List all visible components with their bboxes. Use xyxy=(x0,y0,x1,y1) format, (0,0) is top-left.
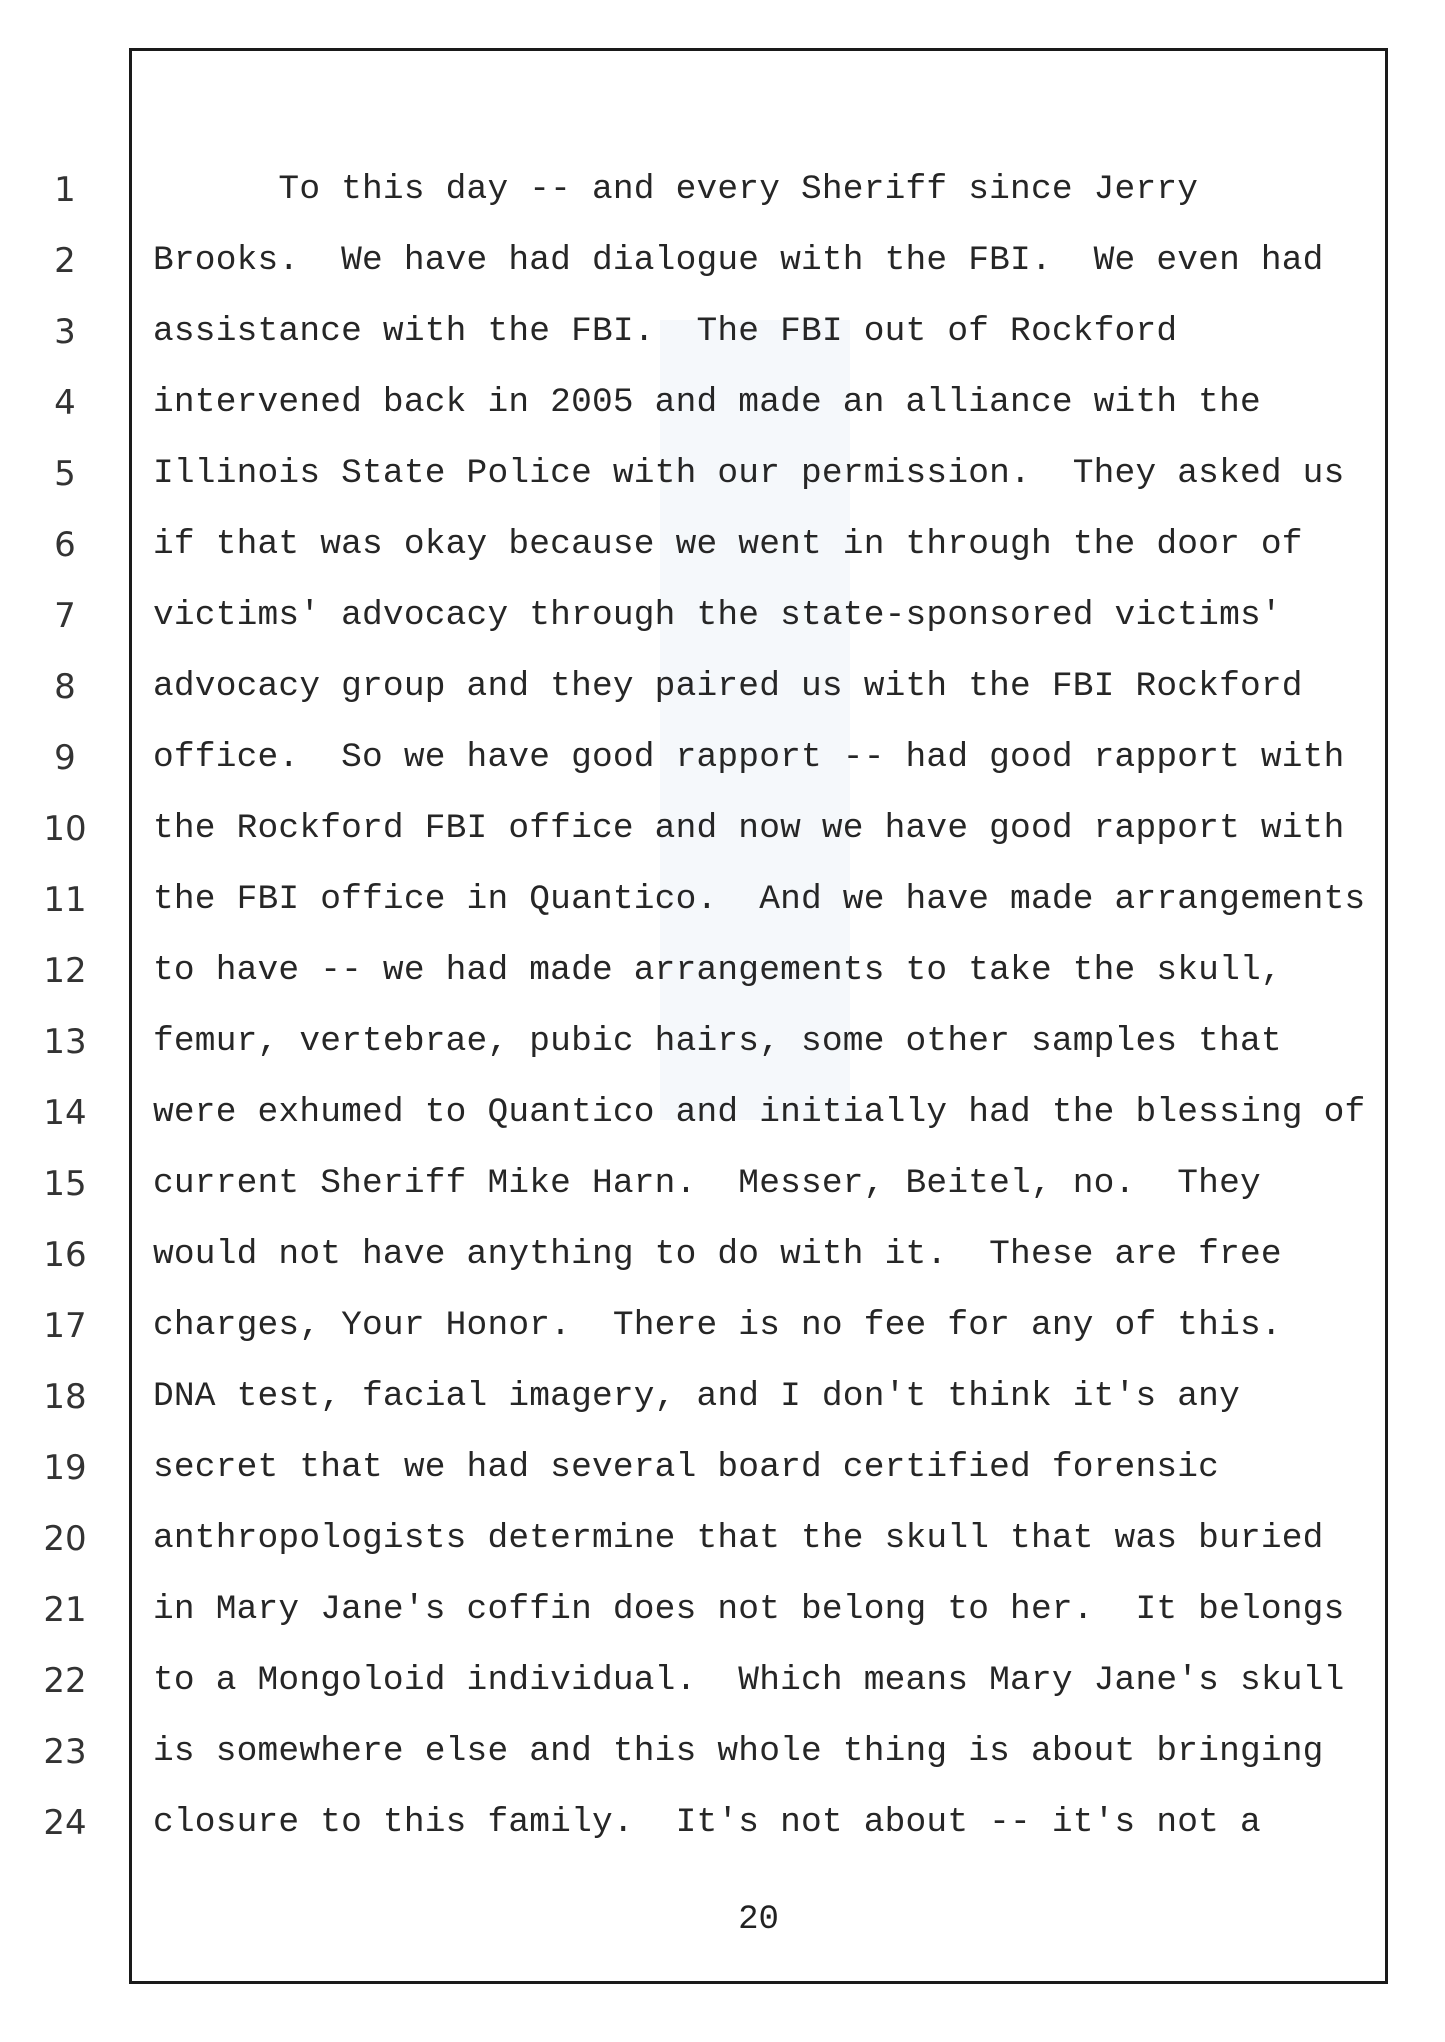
transcript-line: advocacy group and they paired us with the FBI Rockford xyxy=(153,667,1303,706)
transcript-line: victims' advocacy through the state-sponsored victims' xyxy=(153,596,1282,635)
transcript-line: in Mary Jane's coffin does not belong to her. It belongs xyxy=(153,1590,1345,1629)
transcript-line: would not have anything to do with it. These are free xyxy=(153,1235,1282,1274)
transcript-line: closure to this family. It's not about -- it's not a xyxy=(153,1803,1261,1842)
transcript-line: current Sheriff Mike Harn. Messer, Beitel, no. They xyxy=(153,1164,1261,1203)
line-number-column xyxy=(0,0,129,2042)
transcript-line: the Rockford FBI office and now we have good rapport with xyxy=(153,809,1345,848)
line-number: 14 xyxy=(43,1093,87,1133)
transcript-line: if that was okay because we went in through the door of xyxy=(153,525,1303,564)
line-number: 23 xyxy=(43,1732,87,1772)
transcript-line: to have -- we had made arrangements to take the skull, xyxy=(153,951,1282,990)
line-number: 16 xyxy=(43,1235,87,1275)
line-number: 13 xyxy=(43,1022,87,1062)
transcript-body xyxy=(153,0,1378,2042)
transcript-line: is somewhere else and this whole thing is about bringing xyxy=(153,1732,1324,1771)
line-number: 24 xyxy=(43,1803,87,1843)
transcript-line: secret that we had several board certified forensic xyxy=(153,1448,1220,1487)
line-number: 12 xyxy=(43,951,87,991)
transcript-line: office. So we have good rapport -- had good rapport with xyxy=(153,738,1345,777)
page-number: 20 xyxy=(738,1901,779,1939)
line-number: 7 xyxy=(54,596,76,636)
line-number: 11 xyxy=(43,880,87,920)
transcript-line: Brooks. We have had dialogue with the FBI. We even had xyxy=(153,241,1324,280)
transcript-line: were exhumed to Quantico and initially had the blessing of xyxy=(153,1093,1366,1132)
line-number: 20 xyxy=(43,1519,87,1559)
line-number: 21 xyxy=(43,1590,87,1630)
line-number: 17 xyxy=(43,1306,87,1346)
line-number: 18 xyxy=(43,1377,87,1417)
transcript-line: to a Mongoloid individual. Which means Mary Jane's skull xyxy=(153,1661,1345,1700)
line-number: 2 xyxy=(54,241,76,281)
line-number: 15 xyxy=(43,1164,87,1204)
line-number: 19 xyxy=(43,1448,87,1488)
line-number: 9 xyxy=(54,738,76,778)
line-number: 8 xyxy=(54,667,76,707)
line-number: 3 xyxy=(54,312,76,352)
transcript-line: assistance with the FBI. The FBI out of Rockford xyxy=(153,312,1178,351)
transcript-line: charges, Your Honor. There is no fee for any of this. xyxy=(153,1306,1282,1345)
line-number: 10 xyxy=(43,809,87,849)
transcript-line: femur, vertebrae, pubic hairs, some other samples that xyxy=(153,1022,1282,1061)
transcript-line: DNA test, facial imagery, and I don't think it's any xyxy=(153,1377,1240,1416)
line-number: 22 xyxy=(43,1661,87,1701)
line-number: 6 xyxy=(54,525,76,565)
line-number: 4 xyxy=(54,383,76,423)
transcript-line: anthropologists determine that the skull that was buried xyxy=(153,1519,1324,1558)
transcript-line: Illinois State Police with our permission. They asked us xyxy=(153,454,1345,493)
line-number: 1 xyxy=(54,170,76,210)
transcript-line: intervened back in 2005 and made an alliance with the xyxy=(153,383,1261,422)
transcript-line: To this day -- and every Sheriff since Jerry xyxy=(153,170,1199,209)
transcript-line: the FBI office in Quantico. And we have made arrangements xyxy=(153,880,1366,919)
line-number: 5 xyxy=(54,454,76,494)
